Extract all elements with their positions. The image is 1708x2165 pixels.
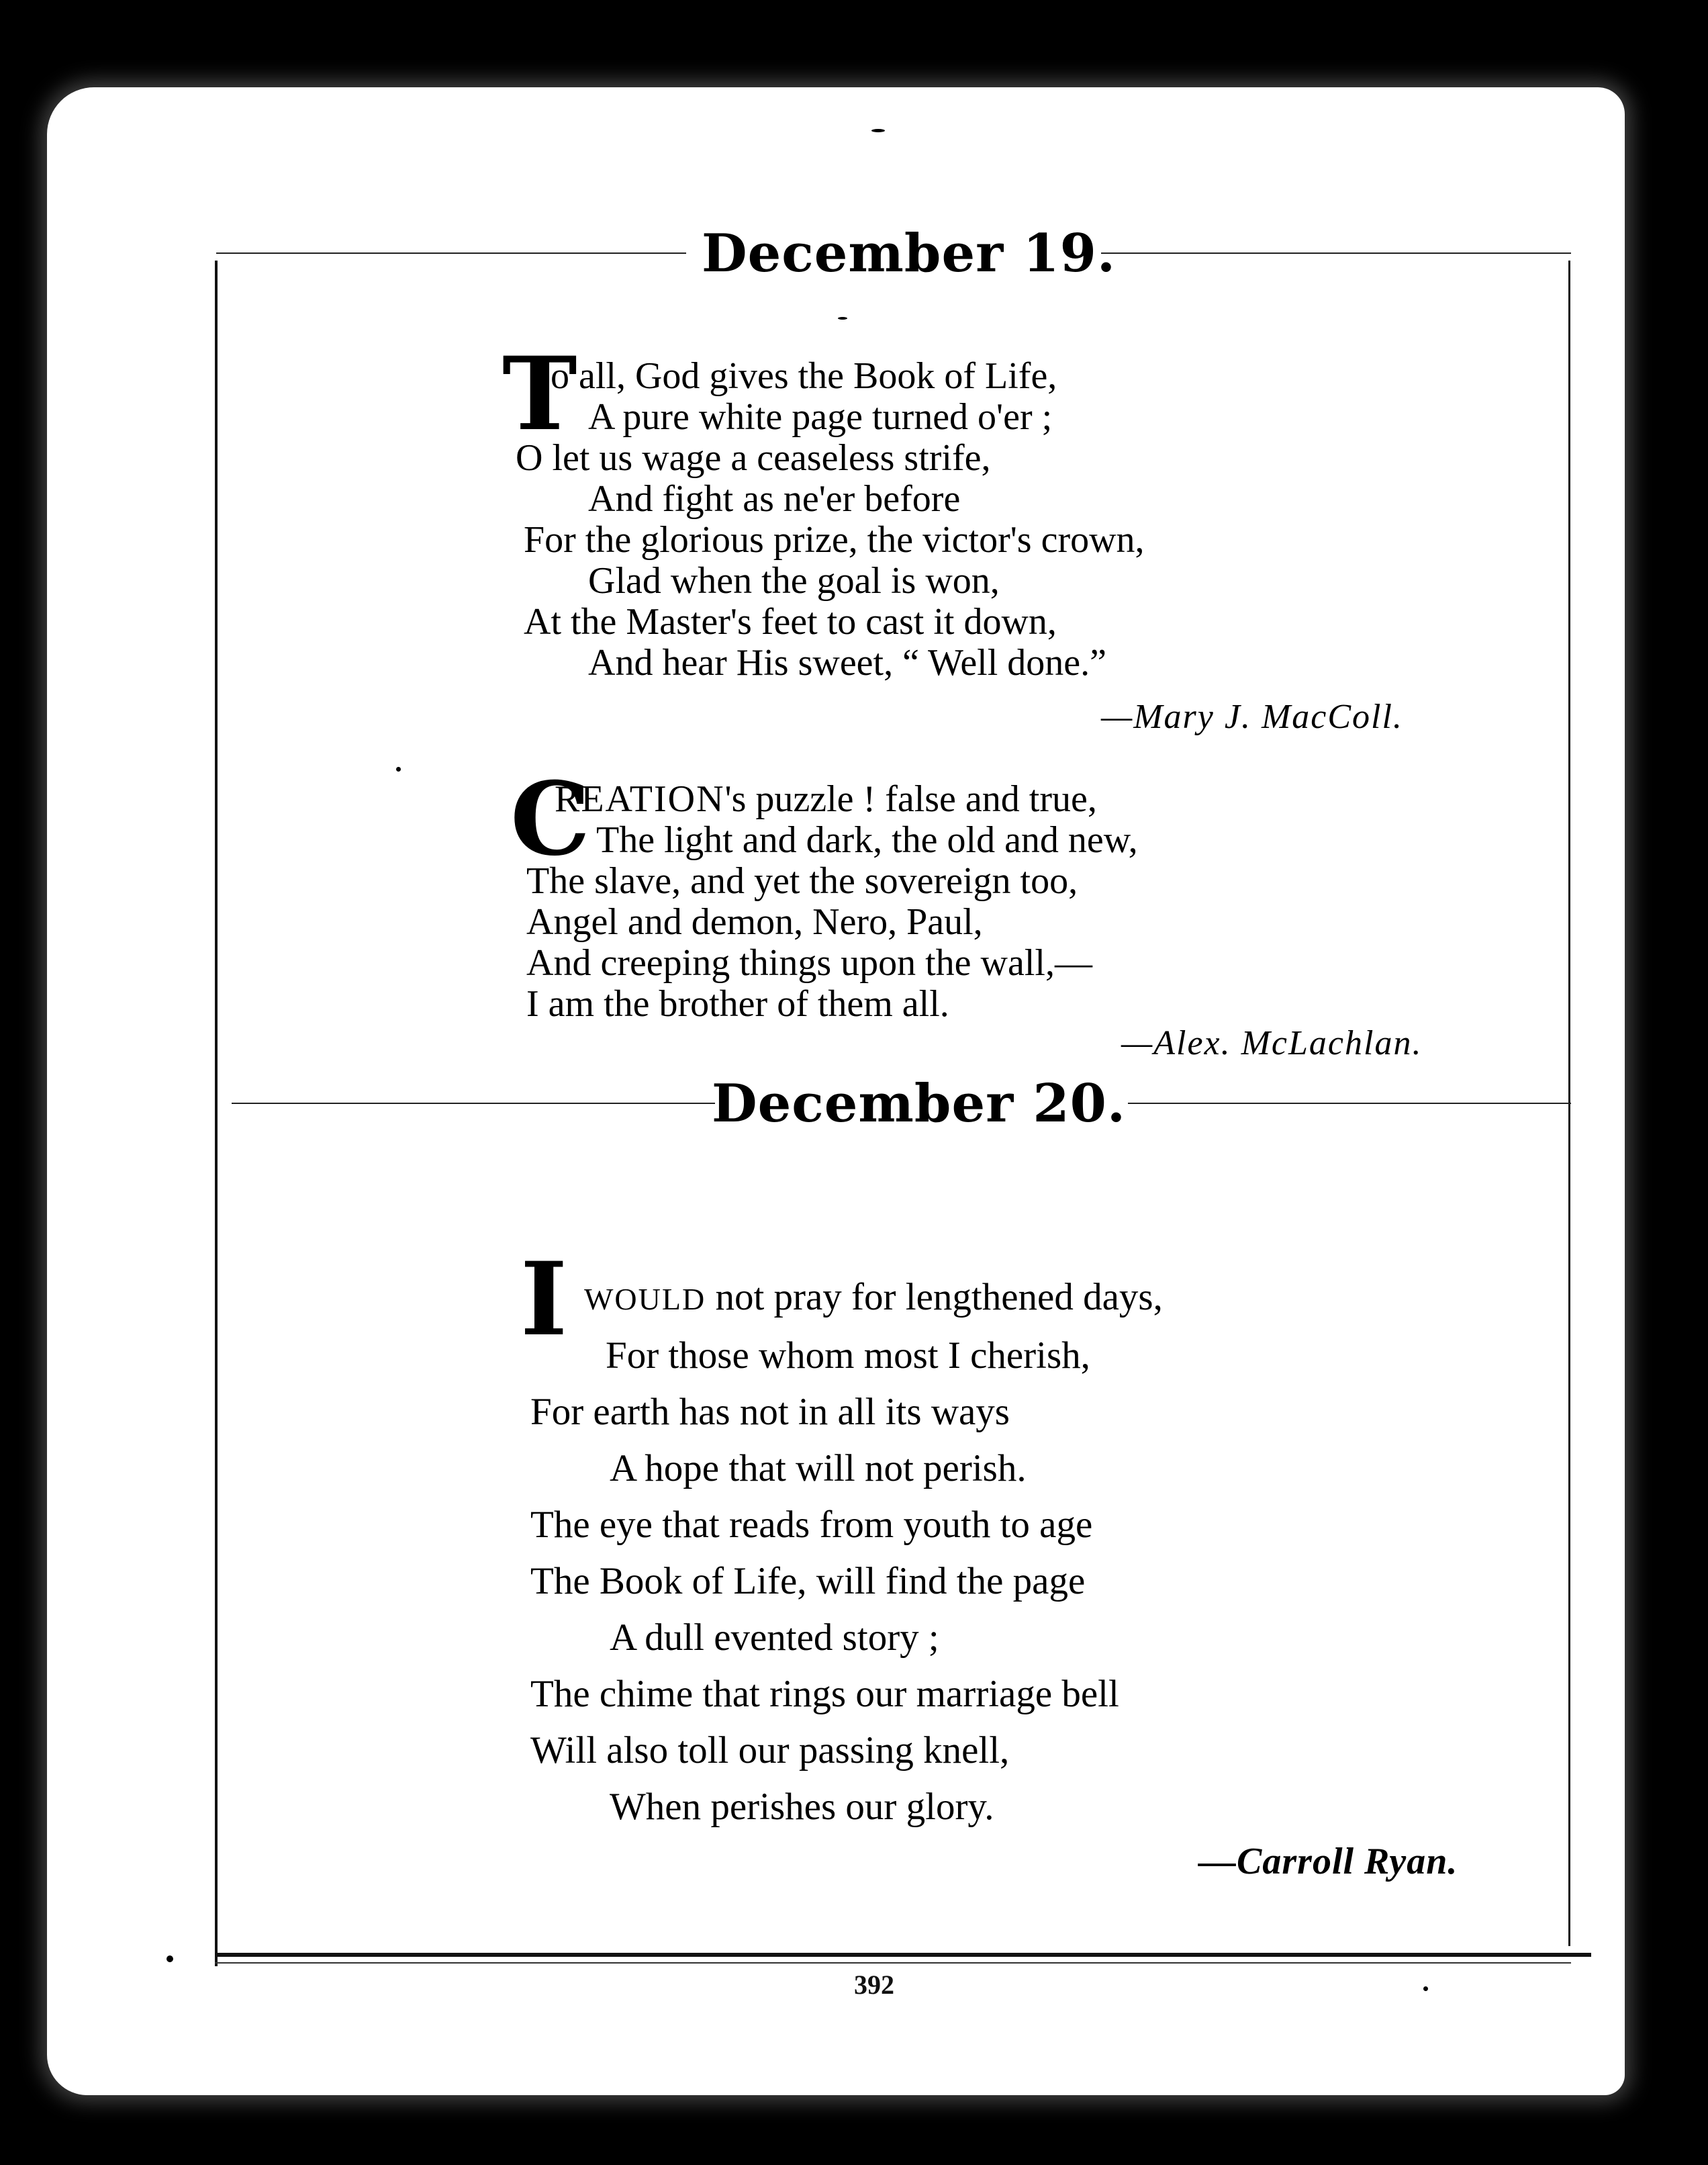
poem-3-line-2: For those whom most I cherish, bbox=[606, 1334, 1090, 1377]
frame-bottom-border bbox=[215, 1953, 1591, 1957]
poem-2-line-5: And creeping things upon the wall,— bbox=[526, 942, 1092, 984]
speck bbox=[167, 1955, 173, 1962]
poem-3-line-1-rest: not pray for lengthened days, bbox=[706, 1276, 1163, 1318]
poem-3-line-10: When perishes our glory. bbox=[610, 1786, 994, 1828]
poem-1-line-8: And hear His sweet, “ Well done.” bbox=[588, 642, 1106, 684]
heading-rule-left bbox=[216, 252, 686, 254]
speck bbox=[871, 129, 885, 132]
poem-2-line-3: The slave, and yet the sovereign too, bbox=[526, 860, 1078, 902]
frame-left-border bbox=[215, 261, 218, 1966]
poem-1-line-3: O let us wage a ceaseless strife, bbox=[516, 437, 991, 479]
section-heading-december-19: December 19. bbox=[702, 223, 1117, 284]
poem-3-line-6: The Book of Life, will find the page bbox=[530, 1560, 1086, 1602]
poem-1-dropcap: T bbox=[502, 335, 577, 453]
poem-1-line-2: A pure white page turned o'er ; bbox=[588, 396, 1053, 438]
page-number: 392 bbox=[854, 1970, 894, 2000]
speck bbox=[1423, 1986, 1428, 1991]
poem-3 bbox=[530, 1269, 1163, 1835]
poem-3-line-5: The eye that reads from youth to age bbox=[530, 1504, 1093, 1546]
poem-1 bbox=[516, 356, 1145, 684]
poem-2-attribution: —Alex. McLachlan. bbox=[1121, 1024, 1423, 1062]
poem-3-line-7: A dull evented story ; bbox=[610, 1616, 939, 1659]
section-heading-december-20: December 20. bbox=[712, 1073, 1127, 1134]
poem-3-attribution: —Carroll Ryan. bbox=[1198, 1841, 1458, 1882]
poem-2-dropcap: C bbox=[510, 760, 591, 878]
poem-2-first-word: REATION bbox=[555, 778, 725, 820]
poem-1-line-7: At the Master's feet to cast it down, bbox=[524, 601, 1057, 643]
poem-1-line-1: o all, God gives the Book of Life, bbox=[551, 355, 1057, 397]
poem-1-attribution: —Mary J. MacColl. bbox=[1101, 698, 1403, 736]
poem-2-line-6: I am the brother of them all. bbox=[526, 983, 949, 1025]
speck bbox=[396, 767, 401, 772]
poem-1-line-6: Glad when the goal is won, bbox=[588, 560, 1000, 602]
poem-2-line-1 bbox=[526, 779, 1138, 820]
heading-rule-right bbox=[1101, 252, 1571, 254]
poem-3-line-3: For earth has not in all its ways bbox=[530, 1391, 1010, 1433]
poem-2 bbox=[526, 779, 1138, 1025]
poem-3-line-4: A hope that will not perish. bbox=[610, 1447, 1027, 1489]
poem-3-line-9: Will also toll our passing knell, bbox=[530, 1729, 1010, 1771]
poem-3-line-1 bbox=[530, 1269, 1163, 1328]
frame-bottom-border-inner bbox=[215, 1962, 1571, 1964]
poem-2-line-2: The light and dark, the old and new, bbox=[596, 819, 1138, 861]
poem-3-line-8: The chime that rings our marriage bell bbox=[530, 1673, 1119, 1715]
poem-3-first-word: WOULD bbox=[584, 1282, 706, 1316]
speck bbox=[838, 317, 847, 320]
poem-2-line-4: Angel and demon, Nero, Paul, bbox=[526, 901, 983, 943]
poem-1-line-5: For the glorious prize, the victor's crown, bbox=[524, 519, 1145, 561]
heading-rule-right-2 bbox=[1128, 1103, 1571, 1104]
heading-rule-left-2 bbox=[232, 1103, 715, 1104]
poem-1-line-4: And fight as ne'er before bbox=[588, 478, 961, 520]
poem-3-dropcap: I bbox=[520, 1240, 568, 1358]
poem-2-line-1-rest: 's puzzle ! false and true, bbox=[724, 778, 1097, 820]
